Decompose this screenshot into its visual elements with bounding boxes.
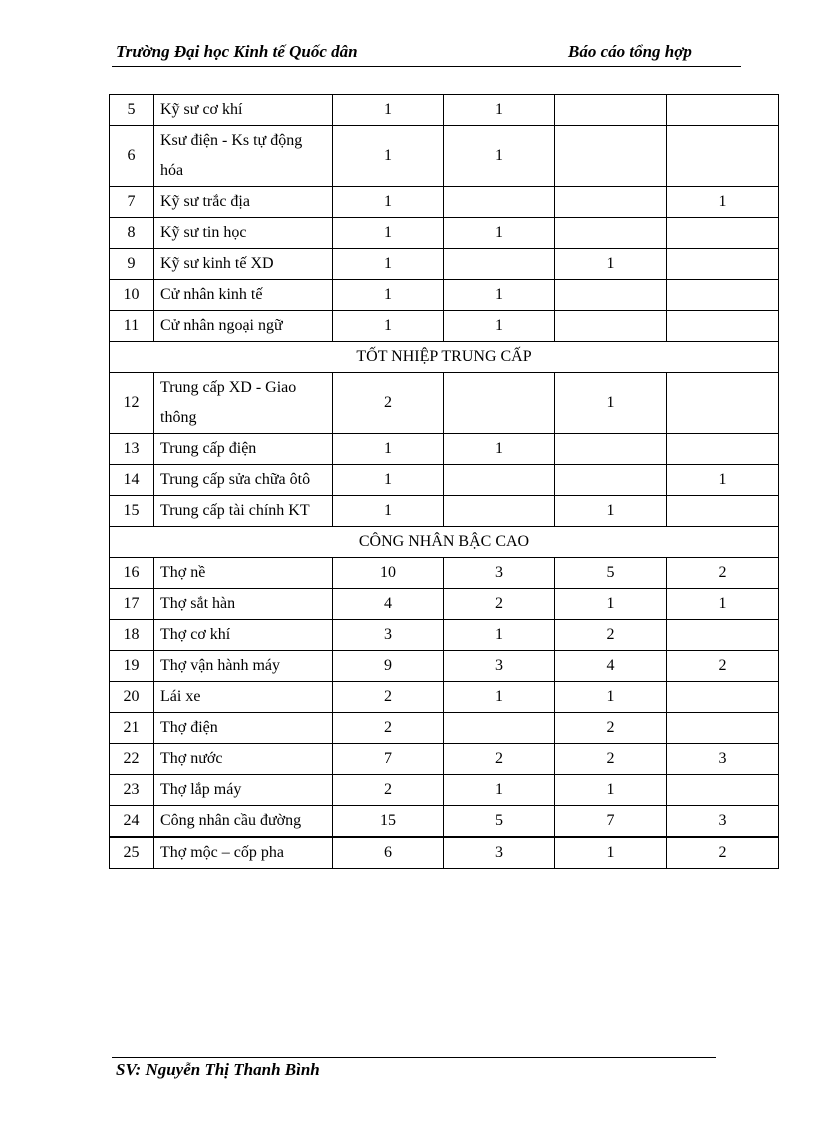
table-row	[110, 218, 779, 249]
table-row	[110, 280, 779, 311]
row-occupation: Công nhân cầu đường	[154, 806, 333, 838]
section-heading: TỐT NHIỆP TRUNG CẤP	[110, 342, 779, 373]
row-value-4: 2	[667, 837, 779, 869]
table-row	[110, 558, 779, 589]
row-value-3: 1	[555, 373, 667, 434]
row-number: 13	[110, 434, 154, 465]
header-university: Trường Đại học Kinh tế Quốc dân	[116, 42, 358, 61]
row-number: 25	[110, 837, 154, 869]
row-value-2	[444, 713, 555, 744]
row-value-4: 1	[667, 465, 779, 496]
row-number: 19	[110, 651, 154, 682]
row-occupation: Kỹ sư kinh tế XD	[154, 249, 333, 280]
row-value-3	[555, 311, 667, 342]
header-report-title: Báo cáo tổng hợp	[568, 42, 692, 61]
row-value-2: 1	[444, 311, 555, 342]
table-row	[110, 744, 779, 775]
row-value-1: 1	[333, 218, 444, 249]
row-value-3: 7	[555, 806, 667, 838]
row-value-1: 6	[333, 837, 444, 869]
row-value-4	[667, 126, 779, 187]
row-value-1: 9	[333, 651, 444, 682]
row-value-1: 1	[333, 311, 444, 342]
row-occupation: Thợ lắp máy	[154, 775, 333, 806]
row-number: 20	[110, 682, 154, 713]
row-number: 15	[110, 496, 154, 527]
row-value-4: 2	[667, 558, 779, 589]
row-value-1: 4	[333, 589, 444, 620]
row-occupation: Cử nhân ngoại ngữ	[154, 311, 333, 342]
row-value-2: 2	[444, 589, 555, 620]
table-row	[110, 434, 779, 465]
row-value-4: 1	[667, 187, 779, 218]
table-row	[110, 682, 779, 713]
row-number: 22	[110, 744, 154, 775]
table-row	[110, 187, 779, 218]
footer-author: SV: Nguyễn Thị Thanh Bình	[116, 1060, 320, 1079]
table-row	[110, 713, 779, 744]
row-occupation: Trung cấp XD - Giao thông	[154, 373, 333, 434]
row-value-2	[444, 187, 555, 218]
row-value-2: 2	[444, 744, 555, 775]
table-row	[110, 496, 779, 527]
row-value-3: 1	[555, 249, 667, 280]
row-occupation: Thợ mộc – cốp pha	[154, 837, 333, 869]
row-value-1: 1	[333, 496, 444, 527]
row-value-4: 1	[667, 589, 779, 620]
row-value-2: 3	[444, 651, 555, 682]
table-row	[110, 126, 779, 187]
table-row	[110, 775, 779, 806]
row-occupation: Thợ điện	[154, 713, 333, 744]
table-row	[110, 620, 779, 651]
staff-table	[109, 94, 779, 869]
table-row	[110, 95, 779, 126]
row-value-2: 1	[444, 434, 555, 465]
row-value-3: 2	[555, 744, 667, 775]
row-value-4	[667, 95, 779, 126]
row-value-1: 1	[333, 95, 444, 126]
row-value-3: 1	[555, 496, 667, 527]
footer-divider	[112, 1057, 716, 1058]
row-number: 11	[110, 311, 154, 342]
row-number: 16	[110, 558, 154, 589]
row-value-1: 7	[333, 744, 444, 775]
row-value-4: 3	[667, 806, 779, 838]
row-number: 14	[110, 465, 154, 496]
table-row	[110, 589, 779, 620]
table-row	[110, 651, 779, 682]
row-value-3: 4	[555, 651, 667, 682]
row-value-3	[555, 280, 667, 311]
staff-table-body	[110, 95, 779, 869]
row-value-1: 2	[333, 373, 444, 434]
row-number: 9	[110, 249, 154, 280]
row-occupation: Trung cấp sửa chữa ôtô	[154, 465, 333, 496]
row-occupation: Thợ cơ khí	[154, 620, 333, 651]
row-value-1: 1	[333, 434, 444, 465]
row-occupation: Thợ sắt hàn	[154, 589, 333, 620]
row-value-4	[667, 311, 779, 342]
header-divider	[112, 66, 741, 67]
row-value-4	[667, 434, 779, 465]
row-number: 23	[110, 775, 154, 806]
row-value-4	[667, 249, 779, 280]
row-value-3	[555, 218, 667, 249]
row-value-4: 2	[667, 651, 779, 682]
row-value-2: 3	[444, 837, 555, 869]
row-value-4	[667, 373, 779, 434]
row-value-1: 2	[333, 775, 444, 806]
row-value-2: 1	[444, 126, 555, 187]
section-row	[110, 527, 779, 558]
row-value-2: 1	[444, 682, 555, 713]
row-value-3	[555, 434, 667, 465]
row-value-3	[555, 187, 667, 218]
row-occupation: Trung cấp điện	[154, 434, 333, 465]
row-value-3: 5	[555, 558, 667, 589]
row-occupation: Cử nhân kinh tế	[154, 280, 333, 311]
row-value-2: 1	[444, 280, 555, 311]
row-value-2	[444, 373, 555, 434]
table-row	[110, 806, 779, 838]
row-value-3: 1	[555, 775, 667, 806]
row-occupation: Kỹ sư trắc địa	[154, 187, 333, 218]
row-number: 21	[110, 713, 154, 744]
row-value-1: 15	[333, 806, 444, 838]
section-heading: CÔNG NHÂN BẬC CAO	[110, 527, 779, 558]
table-row	[110, 249, 779, 280]
table-row	[110, 837, 779, 869]
section-row	[110, 342, 779, 373]
row-value-1: 2	[333, 682, 444, 713]
table-row	[110, 311, 779, 342]
row-value-2	[444, 465, 555, 496]
row-occupation: Kỹ sư cơ khí	[154, 95, 333, 126]
row-occupation: Ksư điện - Ks tự động hóa	[154, 126, 333, 187]
row-value-3	[555, 465, 667, 496]
row-value-1: 1	[333, 465, 444, 496]
row-occupation: Thợ nề	[154, 558, 333, 589]
row-value-4	[667, 713, 779, 744]
row-number: 8	[110, 218, 154, 249]
row-value-2: 3	[444, 558, 555, 589]
row-value-2: 1	[444, 620, 555, 651]
row-value-2: 1	[444, 95, 555, 126]
row-value-1: 1	[333, 187, 444, 218]
row-value-3	[555, 126, 667, 187]
row-number: 10	[110, 280, 154, 311]
row-occupation: Trung cấp tài chính KT	[154, 496, 333, 527]
row-number: 18	[110, 620, 154, 651]
row-value-4	[667, 218, 779, 249]
row-value-3	[555, 95, 667, 126]
row-number: 17	[110, 589, 154, 620]
row-value-2: 5	[444, 806, 555, 838]
row-number: 5	[110, 95, 154, 126]
row-number: 7	[110, 187, 154, 218]
table-row	[110, 465, 779, 496]
row-value-4	[667, 620, 779, 651]
row-value-4	[667, 496, 779, 527]
row-value-4	[667, 682, 779, 713]
row-number: 6	[110, 126, 154, 187]
row-value-3: 1	[555, 682, 667, 713]
row-occupation: Thợ nước	[154, 744, 333, 775]
row-value-2	[444, 496, 555, 527]
row-value-2: 1	[444, 218, 555, 249]
row-value-4: 3	[667, 744, 779, 775]
row-value-3: 1	[555, 589, 667, 620]
row-value-2: 1	[444, 775, 555, 806]
row-number: 12	[110, 373, 154, 434]
row-occupation: Kỹ sư tin học	[154, 218, 333, 249]
row-value-1: 2	[333, 713, 444, 744]
row-value-3: 2	[555, 620, 667, 651]
row-number: 24	[110, 806, 154, 838]
row-occupation: Thợ vận hành máy	[154, 651, 333, 682]
row-value-1: 3	[333, 620, 444, 651]
row-value-1: 1	[333, 280, 444, 311]
table-row	[110, 373, 779, 434]
row-occupation: Lái xe	[154, 682, 333, 713]
row-value-3: 2	[555, 713, 667, 744]
row-value-4	[667, 280, 779, 311]
row-value-1: 10	[333, 558, 444, 589]
row-value-1: 1	[333, 249, 444, 280]
row-value-4	[667, 775, 779, 806]
row-value-3: 1	[555, 837, 667, 869]
row-value-2	[444, 249, 555, 280]
row-value-1: 1	[333, 126, 444, 187]
